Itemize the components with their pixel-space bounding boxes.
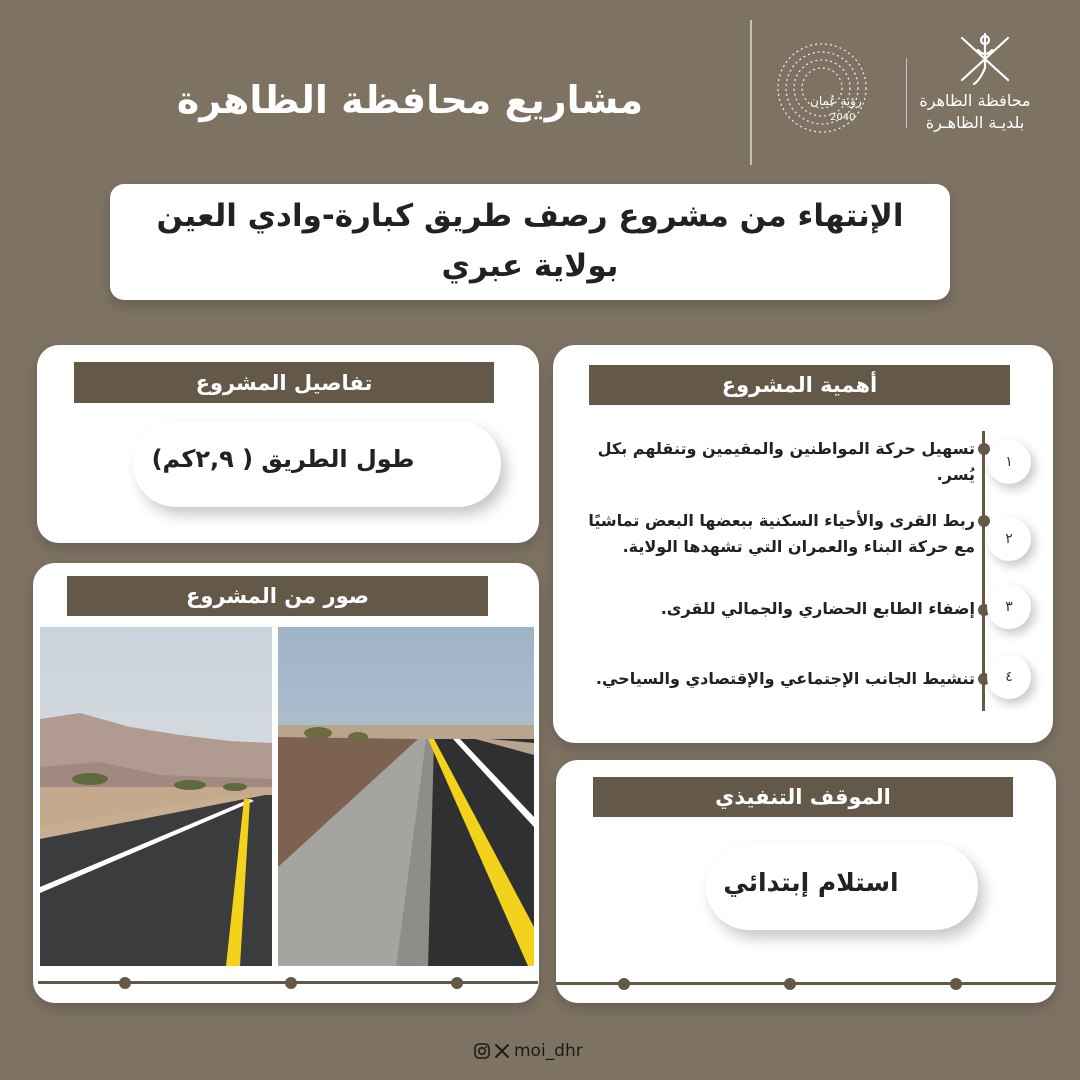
vision-2040-logo	[760, 30, 890, 140]
bottom-dot	[285, 977, 297, 989]
x-twitter-icon[interactable]	[494, 1043, 510, 1059]
project-photo-2	[278, 627, 534, 966]
khanjar-emblem-icon	[950, 28, 1020, 90]
status-bottom-line	[556, 982, 1056, 985]
timeline-dot	[978, 515, 990, 527]
oman-emblem	[950, 28, 1020, 90]
vision-swirl-icon	[760, 30, 890, 140]
vision-label: رؤية عُمان	[810, 94, 862, 108]
item-number-1: ١	[987, 440, 1031, 484]
importance-heading: أهمية المشروع	[589, 365, 1010, 405]
bottom-dot	[950, 978, 962, 990]
importance-item-4: تنشيط الجانب الإجتماعي والإقتصادي والسياحي.	[595, 669, 975, 688]
status-heading: الموقف التنفيذي	[593, 777, 1013, 817]
org-name-line1: محافظة الظاهرة	[919, 91, 1031, 110]
photos-heading: صور من المشروع	[67, 576, 488, 616]
bottom-dot	[784, 978, 796, 990]
status-value: استلام إبتدائي	[723, 868, 899, 897]
project-photo-1	[40, 627, 272, 966]
details-heading: تفاصيل المشروع	[74, 362, 494, 403]
social-footer[interactable]	[474, 1040, 583, 1062]
project-details-card	[37, 345, 539, 543]
bottom-dot	[119, 977, 131, 989]
importance-item-3: إضفاء الطابع الحضاري والجمالي للقرى.	[660, 599, 975, 618]
bottom-dot	[451, 977, 463, 989]
instagram-icon[interactable]	[474, 1043, 490, 1059]
project-importance-card	[553, 345, 1053, 743]
project-title-line1: الإنتهاء من مشروع رصف طريق كبارة-وادي العين	[156, 198, 904, 234]
project-title-line2: بولاية عبري	[441, 248, 619, 284]
vision-year: 2040	[830, 112, 856, 123]
social-handle[interactable]: moi_dhr	[514, 1041, 583, 1061]
bottom-dot	[618, 978, 630, 990]
execution-status-card	[556, 760, 1056, 1003]
importance-item-1: تسهيل حركة المواطنين والمقيمين وتنقلهم بكل يُسر.	[597, 439, 975, 484]
header-divider	[750, 20, 752, 165]
project-title-card	[110, 184, 950, 300]
road-length-text: طول الطريق ( ٢,٩كم)	[151, 445, 415, 473]
project-photos-card	[33, 563, 539, 1003]
item-number-4: ٤	[987, 655, 1031, 699]
item-number-2: ٢	[987, 517, 1031, 561]
item-number-3: ٣	[987, 585, 1031, 629]
org-name-line2: بلديـة الظاهـرة	[925, 113, 1025, 132]
importance-timeline	[982, 431, 985, 711]
page-title: مشاريع محافظة الظاهرة	[176, 78, 644, 122]
importance-item-2: ربط القرى والأحياء السكنية ببعضها البعض تماشيًا مع حركة البناء والعمران التي تشهدها الولاية.	[588, 511, 975, 556]
